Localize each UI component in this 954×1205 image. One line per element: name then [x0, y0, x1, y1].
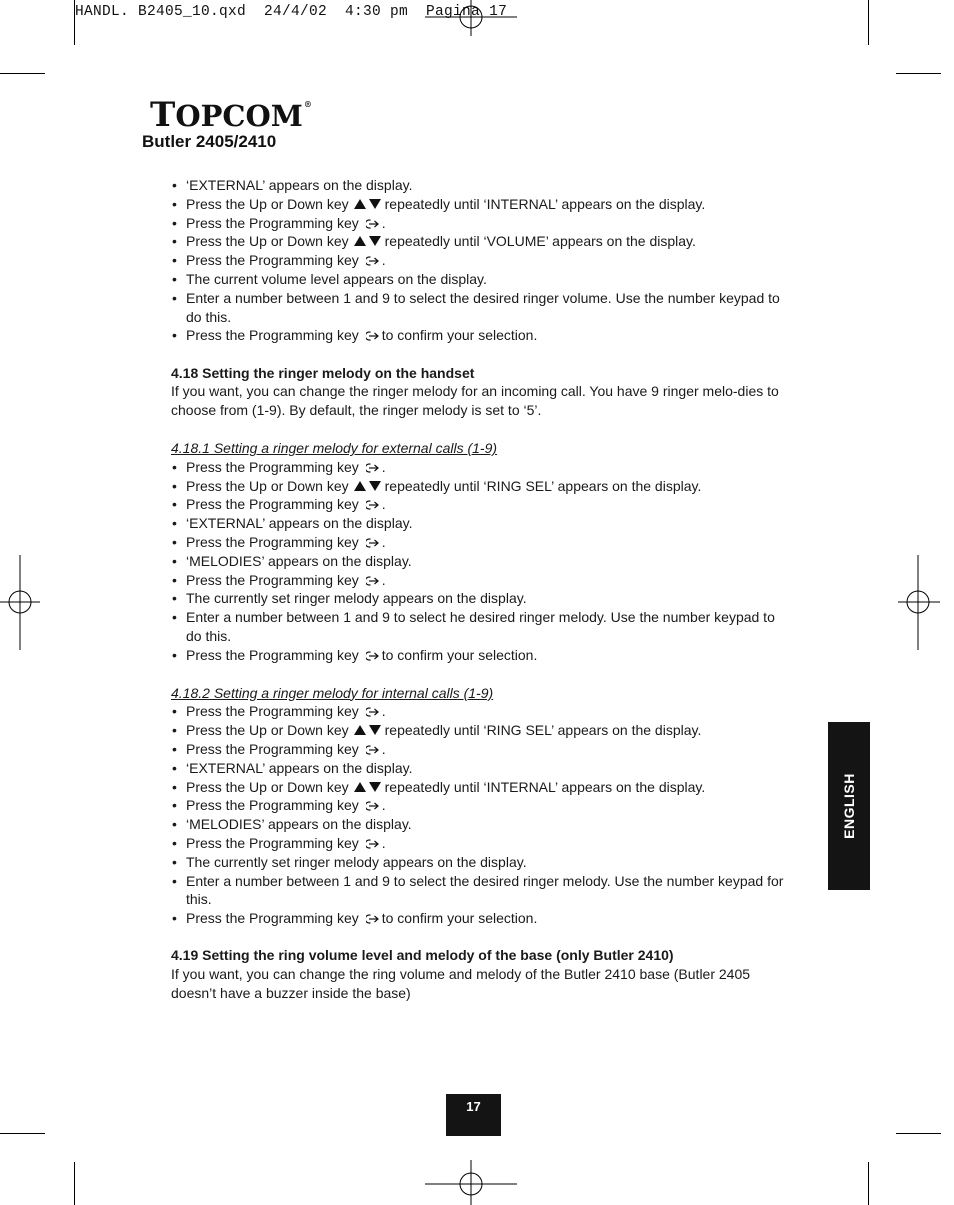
- item-text-after: to confirm your selection.: [381, 910, 538, 927]
- list-item: [171, 214, 791, 233]
- item-text: The currently set ringer melody appears on the display.: [186, 590, 527, 607]
- registration-mark-top: [425, 0, 517, 36]
- item-text: ‘MELODIES’ appears on the display.: [186, 552, 412, 569]
- topcom-logo: TOPCOM®: [150, 95, 312, 135]
- item-text: Press the Programming key: [186, 910, 359, 927]
- list-item: [171, 533, 791, 552]
- item-text-after: .: [381, 741, 386, 758]
- list-item: [171, 740, 791, 759]
- item-text: The currently set ringer melody appears on the display.: [186, 853, 527, 870]
- programming-key-icon: [366, 914, 379, 924]
- list-item: [171, 195, 791, 214]
- item-text-after: .: [381, 534, 386, 551]
- item-text-after: .: [381, 214, 386, 231]
- item-text: Enter a number between 1 and 9 to select the desired ringer melody. Use the number keypad for this.: [186, 872, 784, 908]
- programming-key-icon: [366, 463, 379, 473]
- item-text: Press the Up or Down key: [186, 778, 349, 795]
- list-item: [171, 853, 791, 872]
- item-text: Press the Programming key: [186, 496, 359, 513]
- item-text: Press the Programming key: [186, 327, 359, 344]
- item-text: ‘EXTERNAL’ appears on the display.: [186, 515, 413, 532]
- crop-mark: [896, 1133, 941, 1134]
- item-text: Press the Programming key: [186, 252, 359, 269]
- item-text: Press the Up or Down key: [186, 477, 349, 494]
- registration-mark-left: [0, 555, 40, 650]
- item-text: Press the Up or Down key: [186, 722, 349, 739]
- language-tab-label: ENGLISH: [841, 773, 857, 839]
- list-item: [171, 495, 791, 514]
- programming-key-icon: [366, 500, 379, 510]
- list-item: [171, 796, 791, 815]
- up-down-arrows-icon: [354, 481, 382, 491]
- section-4-18-2-heading: 4.18.2 Setting a ringer melody for internal calls (1-9): [171, 684, 494, 701]
- list-item: [171, 571, 791, 590]
- up-down-arrows-icon: [354, 236, 382, 246]
- item-text-after: to confirm your selection.: [381, 327, 538, 344]
- item-text: ‘EXTERNAL’ appears on the display.: [186, 177, 413, 193]
- registration-mark-right: [898, 555, 940, 650]
- item-text-after: .: [381, 252, 386, 269]
- item-text: Press the Programming key: [186, 703, 359, 720]
- list-item: [171, 815, 791, 834]
- section-4-18-body: If you want, you can change the ringer melody for an incoming call. You have 9 ringer melo-dies to choose from (1-9). By default, the ringer melody is set to ‘5’.: [171, 383, 779, 419]
- item-text: Press the Up or Down key: [186, 233, 349, 250]
- programming-key-icon: [366, 538, 379, 548]
- manual-content: [171, 176, 791, 1003]
- crop-mark: [896, 73, 941, 74]
- programming-key-icon: [366, 801, 379, 811]
- up-down-arrows-icon: [354, 199, 382, 209]
- list-item: [171, 778, 791, 797]
- item-text: The current volume level appears on the display.: [186, 270, 487, 287]
- item-text-after: repeatedly until ‘INTERNAL’ appears on the display.: [384, 778, 706, 795]
- item-text: Press the Programming key: [186, 835, 359, 851]
- item-text-after: .: [381, 496, 386, 513]
- item-text: Press the Programming key: [186, 214, 359, 231]
- programming-key-icon: [366, 256, 379, 266]
- programming-key-icon: [366, 219, 379, 229]
- list-item: [171, 289, 791, 327]
- section-4-18-2-steps: [171, 702, 791, 928]
- item-text-after: .: [381, 797, 386, 814]
- list-item: [171, 326, 791, 345]
- list-item: [171, 251, 791, 270]
- item-text-after: repeatedly until ‘INTERNAL’ appears on the display.: [384, 195, 706, 212]
- section-4-18-1-heading: 4.18.1 Setting a ringer melody for external calls (1-9): [171, 440, 498, 457]
- list-item: [171, 646, 791, 665]
- item-text-after: .: [381, 703, 386, 720]
- crop-mark: [868, 0, 869, 45]
- item-text-after: repeatedly until ‘RING SEL’ appears on the display.: [384, 722, 702, 739]
- crop-mark: [868, 1162, 869, 1205]
- model-title: Butler 2405/2410: [142, 132, 277, 151]
- crop-mark: [0, 1133, 45, 1134]
- item-text: Press the Programming key: [186, 797, 359, 814]
- item-text: Press the Programming key: [186, 741, 359, 758]
- list-item: [171, 176, 791, 195]
- section-4-19-heading: 4.19 Setting the ring volume level and melody of the base (only Butler 2410): [171, 947, 674, 964]
- list-item: [171, 232, 791, 251]
- section-4-18-1-steps: [171, 458, 791, 665]
- crop-mark: [74, 0, 75, 45]
- programming-key-icon: [366, 576, 379, 586]
- list-item: [171, 909, 791, 928]
- list-item: [171, 458, 791, 477]
- item-text: ‘MELODIES’ appears on the display.: [186, 816, 412, 833]
- programming-key-icon: [366, 331, 379, 341]
- programming-key-icon: [366, 707, 379, 717]
- list-item: [171, 589, 791, 608]
- programming-key-icon: [366, 839, 379, 849]
- registration-mark-bottom: [425, 1160, 517, 1205]
- item-text: Press the Programming key: [186, 571, 359, 588]
- list-item: [171, 477, 791, 496]
- intro-steps: [171, 176, 791, 345]
- item-text: Press the Programming key: [186, 646, 359, 663]
- item-text-after: repeatedly until ‘VOLUME’ appears on the display.: [384, 233, 696, 250]
- list-item: [171, 872, 791, 910]
- list-item: [171, 270, 791, 289]
- section-4-18-heading: 4.18 Setting the ringer melody on the handset: [171, 364, 475, 381]
- crop-mark: [0, 73, 45, 74]
- up-down-arrows-icon: [354, 782, 382, 792]
- item-text-after: .: [381, 835, 386, 851]
- item-text: Press the Programming key: [186, 458, 359, 475]
- list-item: [171, 514, 791, 533]
- list-item: [171, 759, 791, 778]
- list-item: [171, 721, 791, 740]
- list-item: [171, 608, 791, 646]
- programming-key-icon: [366, 651, 379, 661]
- print-slug: HANDL. B2405_10.qxd 24/4/02 4:30 pm Pagina 17: [75, 4, 508, 20]
- list-item: [171, 834, 791, 853]
- language-tab: [828, 722, 870, 890]
- item-text: ‘EXTERNAL’ appears on the display.: [186, 759, 413, 776]
- item-text: Press the Up or Down key: [186, 195, 349, 212]
- item-text: Enter a number between 1 and 9 to select the desired ringer volume. Use the number keypad to do this.: [186, 289, 780, 325]
- up-down-arrows-icon: [354, 725, 382, 735]
- section-4-19-body: If you want, you can change the ring volume and melody of the Butler 2410 base (Butler 2405 doesn’t have a buzzer inside the base): [171, 966, 751, 1002]
- item-text-after: repeatedly until ‘RING SEL’ appears on the display.: [384, 477, 702, 494]
- item-text-after: .: [381, 571, 386, 588]
- programming-key-icon: [366, 745, 379, 755]
- item-text-after: to confirm your selection.: [381, 646, 538, 663]
- list-item: [171, 702, 791, 721]
- item-text-after: .: [381, 458, 386, 475]
- page-number: 17: [446, 1094, 501, 1136]
- item-text: Press the Programming key: [186, 534, 359, 551]
- crop-mark: [74, 1162, 75, 1205]
- list-item: [171, 552, 791, 571]
- item-text: Enter a number between 1 and 9 to select he desired ringer melody. Use the number keypad to do this.: [186, 609, 775, 645]
